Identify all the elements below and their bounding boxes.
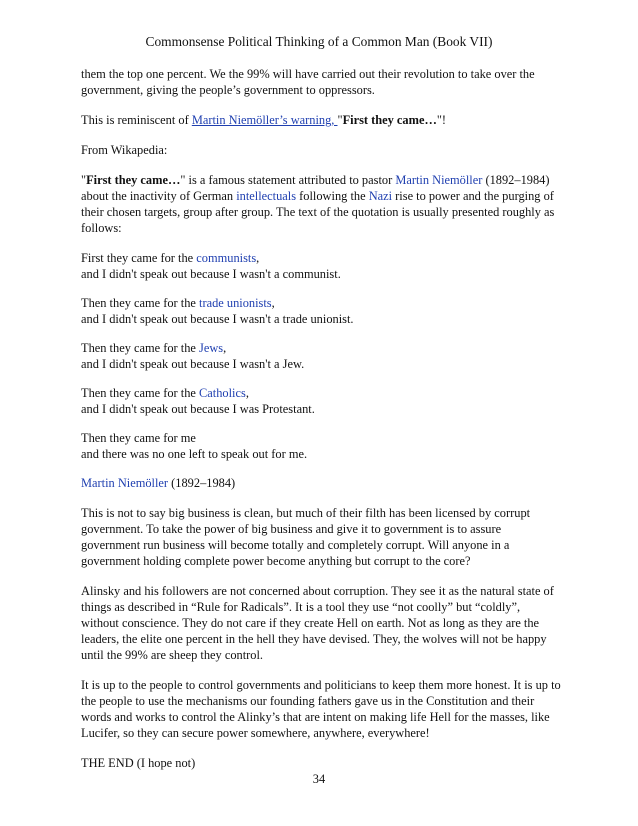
stanza-me xyxy=(81,430,561,462)
page-header: Commonsense Political Thinking of a Common Man (Book VII) xyxy=(145,34,493,49)
bold-title: First they came… xyxy=(342,113,437,127)
attribution-niemoller-link[interactable]: Martin Niemöller xyxy=(81,476,169,490)
intellectuals-link[interactable]: intellectuals xyxy=(236,189,297,203)
nazi-link[interactable]: Nazi xyxy=(368,189,393,203)
text-span: "! xyxy=(436,113,447,127)
paragraph-the-end: THE END (I hope not) xyxy=(81,756,196,770)
text-span: , xyxy=(256,251,260,265)
text-span: Then they came for the xyxy=(81,341,200,355)
text-span: , xyxy=(245,386,249,400)
text-span: and I didn't speak out because I was Protestant. xyxy=(81,402,315,416)
paragraph-source: From Wikapedia: xyxy=(81,143,168,157)
stanza-communists xyxy=(81,250,561,282)
text-span: Then they came for me xyxy=(81,431,196,445)
text-span: First they came for the xyxy=(81,251,197,265)
paragraph-wiki-quote xyxy=(81,172,561,236)
page-number: 34 xyxy=(312,772,326,786)
text-span: Then they came for the xyxy=(81,386,200,400)
text-span: and there was no one left to speak out for me. xyxy=(81,447,308,461)
text-span: and I didn't speak out because I wasn't a trade unionist. xyxy=(81,312,354,326)
stanza-catholics xyxy=(81,385,561,417)
jews-link[interactable]: Jews xyxy=(199,341,224,355)
text-span: " is a famous statement attributed to pastor xyxy=(180,173,396,187)
attribution xyxy=(81,475,561,491)
catholics-link[interactable]: Catholics xyxy=(199,386,246,400)
text-span: Then they came for the xyxy=(81,296,200,310)
bold-title: First they came… xyxy=(86,173,181,187)
text-span: This is reminiscent of xyxy=(81,113,192,127)
text-span: following the xyxy=(296,189,369,203)
text-span: and I didn't speak out because I wasn't a communist. xyxy=(81,267,341,281)
text-span: , xyxy=(223,341,227,355)
page-body xyxy=(81,66,561,785)
stanza-jews xyxy=(81,340,561,372)
paragraph-people: It is up to the people to control governments and politicians to keep them more honest. It is up to the people to use the mechanisms our founding fathers gave us in the Constitution and their words and works to control the Alinky’s that are intent on making life Hell for the masses, like Lucifer, so they can secure power somewhere, anywhere, everywhere! xyxy=(81,678,561,740)
paragraph-intro: them the top one percent. We the 99% will have carried out their revolution to take over the government, giving the people’s government to oppressors. xyxy=(81,67,535,97)
martin-niemoller-link[interactable]: Martin Niemöller xyxy=(395,173,483,187)
paragraph-reminiscent xyxy=(81,112,561,128)
stanza-trade-unionists xyxy=(81,295,561,327)
paragraph-big-business: This is not to say big business is clean, but much of their filth has been licensed by corrupt government. To take the power of big business and give it to government is to assure government run business will become totally and completely corrupt. Will anyone in a government holding complete power become anything but corrupt to the core? xyxy=(81,506,531,568)
communists-link[interactable]: communists xyxy=(196,251,257,265)
text-span: , xyxy=(271,296,275,310)
text-span: " xyxy=(337,113,343,127)
text-span: (1892–1984) xyxy=(168,476,236,490)
paragraph-alinsky: Alinsky and his followers are not concerned about corruption. They see it as the natural state of things as described in “Rule for Radicals”. It is a tool they use “not coolly” but “coldly”, without conscience. They do not care if they create Hell on earth. Not as long as they are the leaders, the elite one percent in the hell they have devised. They, the wolves will not be happy until the 99% are sheep they control. xyxy=(81,584,554,662)
text-span: rise to power and the purging of their chosen targets, group after group. The text of the quotation is usually presented roughly as follows: xyxy=(81,189,555,235)
text-span: and I didn't speak out because I wasn't a Jew. xyxy=(81,357,305,371)
niemoller-warning-link[interactable]: Martin Niemöller’s warning, xyxy=(191,113,338,127)
text-span: (1892–1984) about the inactivity of German xyxy=(81,173,550,203)
trade-unionists-link[interactable]: trade unionists xyxy=(199,296,272,310)
text-span: " xyxy=(81,173,87,187)
